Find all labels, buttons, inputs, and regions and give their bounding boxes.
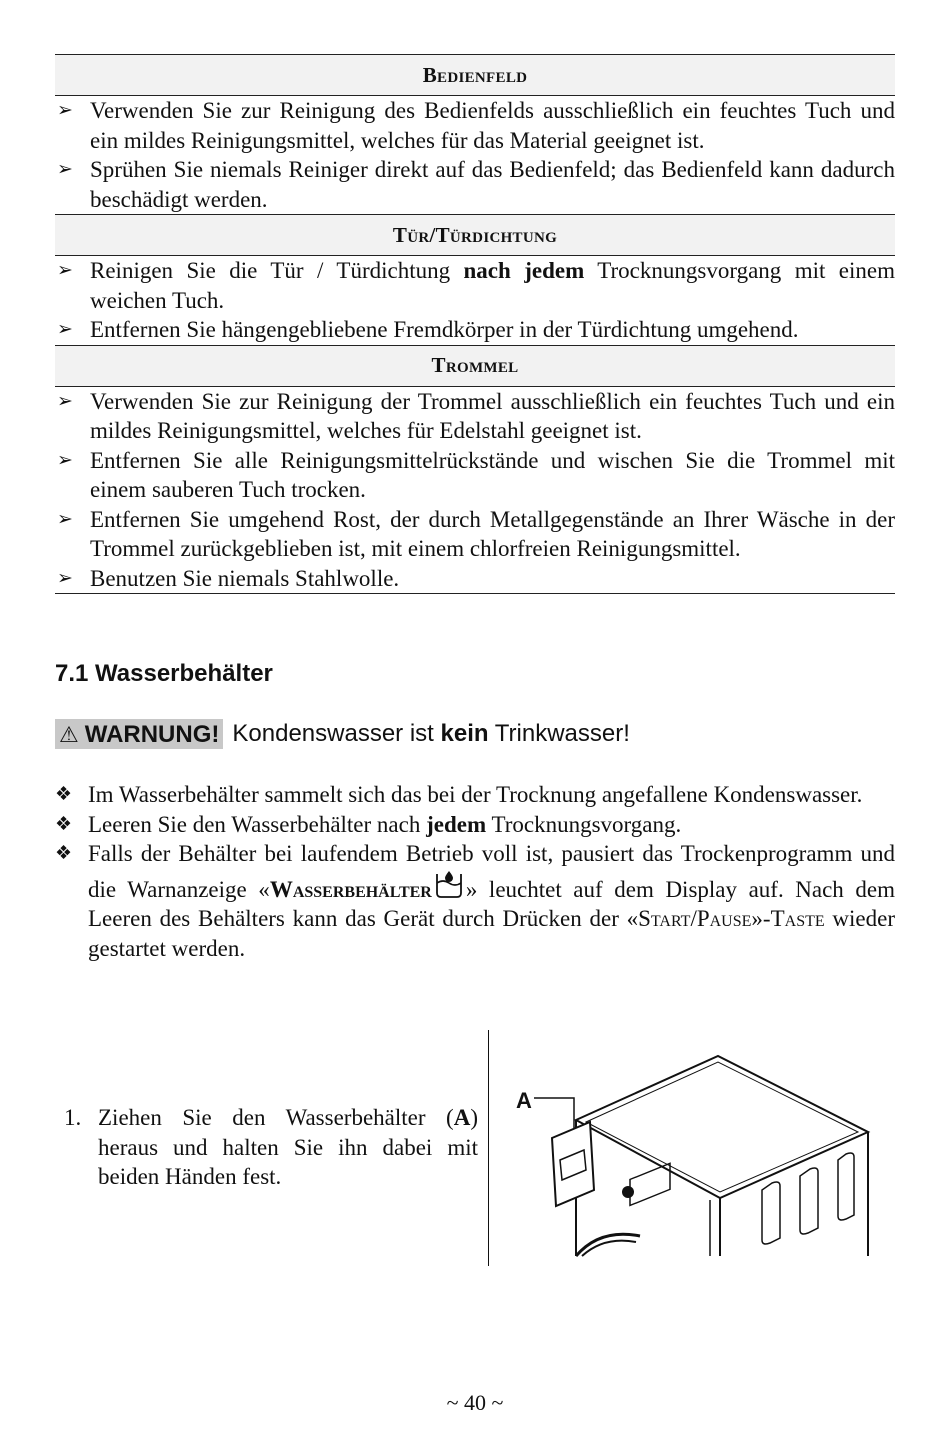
arrow-bullet-icon: ➢: [57, 319, 73, 340]
warning-label-box: ⚠ WARNUNG!: [55, 719, 223, 749]
list-item: ❖ Falls der Behälter bei laufendem Betrieb voll ist, pausiert das Trockenprogramm und die Warnanzeige «Wasserbehälter » leuchtet auf dem Display auf. Nach dem Leeren des Behälters kann das Gerät durch Drücken der «Start/Pause»-Taste wieder gestartet werden.: [55, 841, 895, 961]
arrow-bullet-icon: ➢: [57, 390, 73, 412]
warning-triangle-icon: ⚠: [59, 722, 79, 747]
list-item: ❖ Im Wasserbehälter sammelt sich das bei der Trocknung angefallene Kondenswasser.: [55, 780, 895, 810]
list-item: ❖ Leeren Sie den Wasserbehälter nach jedem Trocknungsvorgang.: [55, 810, 895, 840]
list-item: ➢ Entfernen Sie umgehend Rost, der durch Metallgegenstände an Ihrer Wäsche in der Trommel zurückgeblieben ist, mit einem chlorfreien Reinigungsmittel.: [57, 506, 895, 561]
water-container-icon: [434, 869, 464, 899]
list-item: ➢ Entfernen Sie alle Reinigungsmittelrückstände und wischen Sie die Trommel mit einem sauberen Tuch trocken.: [57, 447, 895, 502]
section-body-tuerdichtung: [55, 256, 895, 346]
warning-notice: [55, 719, 630, 749]
diamond-bullet-icon: ❖: [55, 784, 73, 805]
arrow-bullet-icon: ➢: [57, 260, 73, 281]
section-body-bedienfeld: [55, 96, 895, 215]
diamond-bullet-icon: ❖: [55, 813, 73, 835]
warning-text: Kondenswasser ist kein Trinkwasser!: [232, 720, 630, 747]
arrow-bullet-icon: ➢: [57, 508, 73, 530]
figure-label: A: [516, 1088, 532, 1113]
arrow-bullet-icon: ➢: [57, 449, 73, 471]
page-number: ~ 40 ~: [446, 1390, 504, 1415]
cleaning-table: [55, 54, 895, 594]
list-item: ➢ Benutzen Sie niemals Stahlwolle.: [55, 564, 895, 594]
list-item: ➢ Verwenden Sie zur Reinigung der Trommel ausschließlich ein feuchtes Tuch und ein mildes Reinigungsmittel, welches für Edelstahl geeignet ist.: [57, 388, 895, 443]
arrow-bullet-icon: ➢: [57, 159, 73, 180]
section-body-trommel: [55, 386, 895, 594]
arrow-bullet-icon: ➢: [57, 100, 73, 121]
arrow-bullet-icon: ➢: [57, 567, 73, 589]
list-item: ➢ Entfernen Sie hängengebliebene Fremdkörper in der Türdichtung umgehend.: [55, 315, 895, 345]
list-item: ➢ Verwenden Sie zur Reinigung des Bedienfelds ausschließlich ein feuchtes Tuch und ein mildes Reinigungsmittel, welches für das Material geeignet ist.: [57, 98, 895, 153]
list-item: ➢ Sprühen Sie niemals Reiniger direkt auf das Bedienfeld; das Bedienfeld kann dadurch beschädigt werden.: [57, 157, 895, 212]
dryer-illustration: [500, 1040, 880, 1260]
info-list: [55, 780, 895, 963]
section-header-bedienfeld: Bedienfeld: [55, 55, 895, 96]
list-item: ➢ Reinigen Sie die Tür / Türdichtung nach jedem Trocknungsvorgang mit einem weichen Tuch.: [57, 258, 895, 313]
section-heading: 7.1 Wasserbehälter: [55, 660, 273, 687]
section-header-trommel: Trommel: [55, 345, 895, 386]
diamond-bullet-icon: ❖: [55, 843, 73, 864]
column-divider: [488, 1030, 489, 1266]
section-header-tuerdichtung: Tür/Türdichtung: [55, 215, 895, 256]
step-1: 1. Ziehen Sie den Wasserbehälter (A) heraus und halten Sie ihn dabei mit beiden Händen fest.: [64, 1105, 478, 1189]
